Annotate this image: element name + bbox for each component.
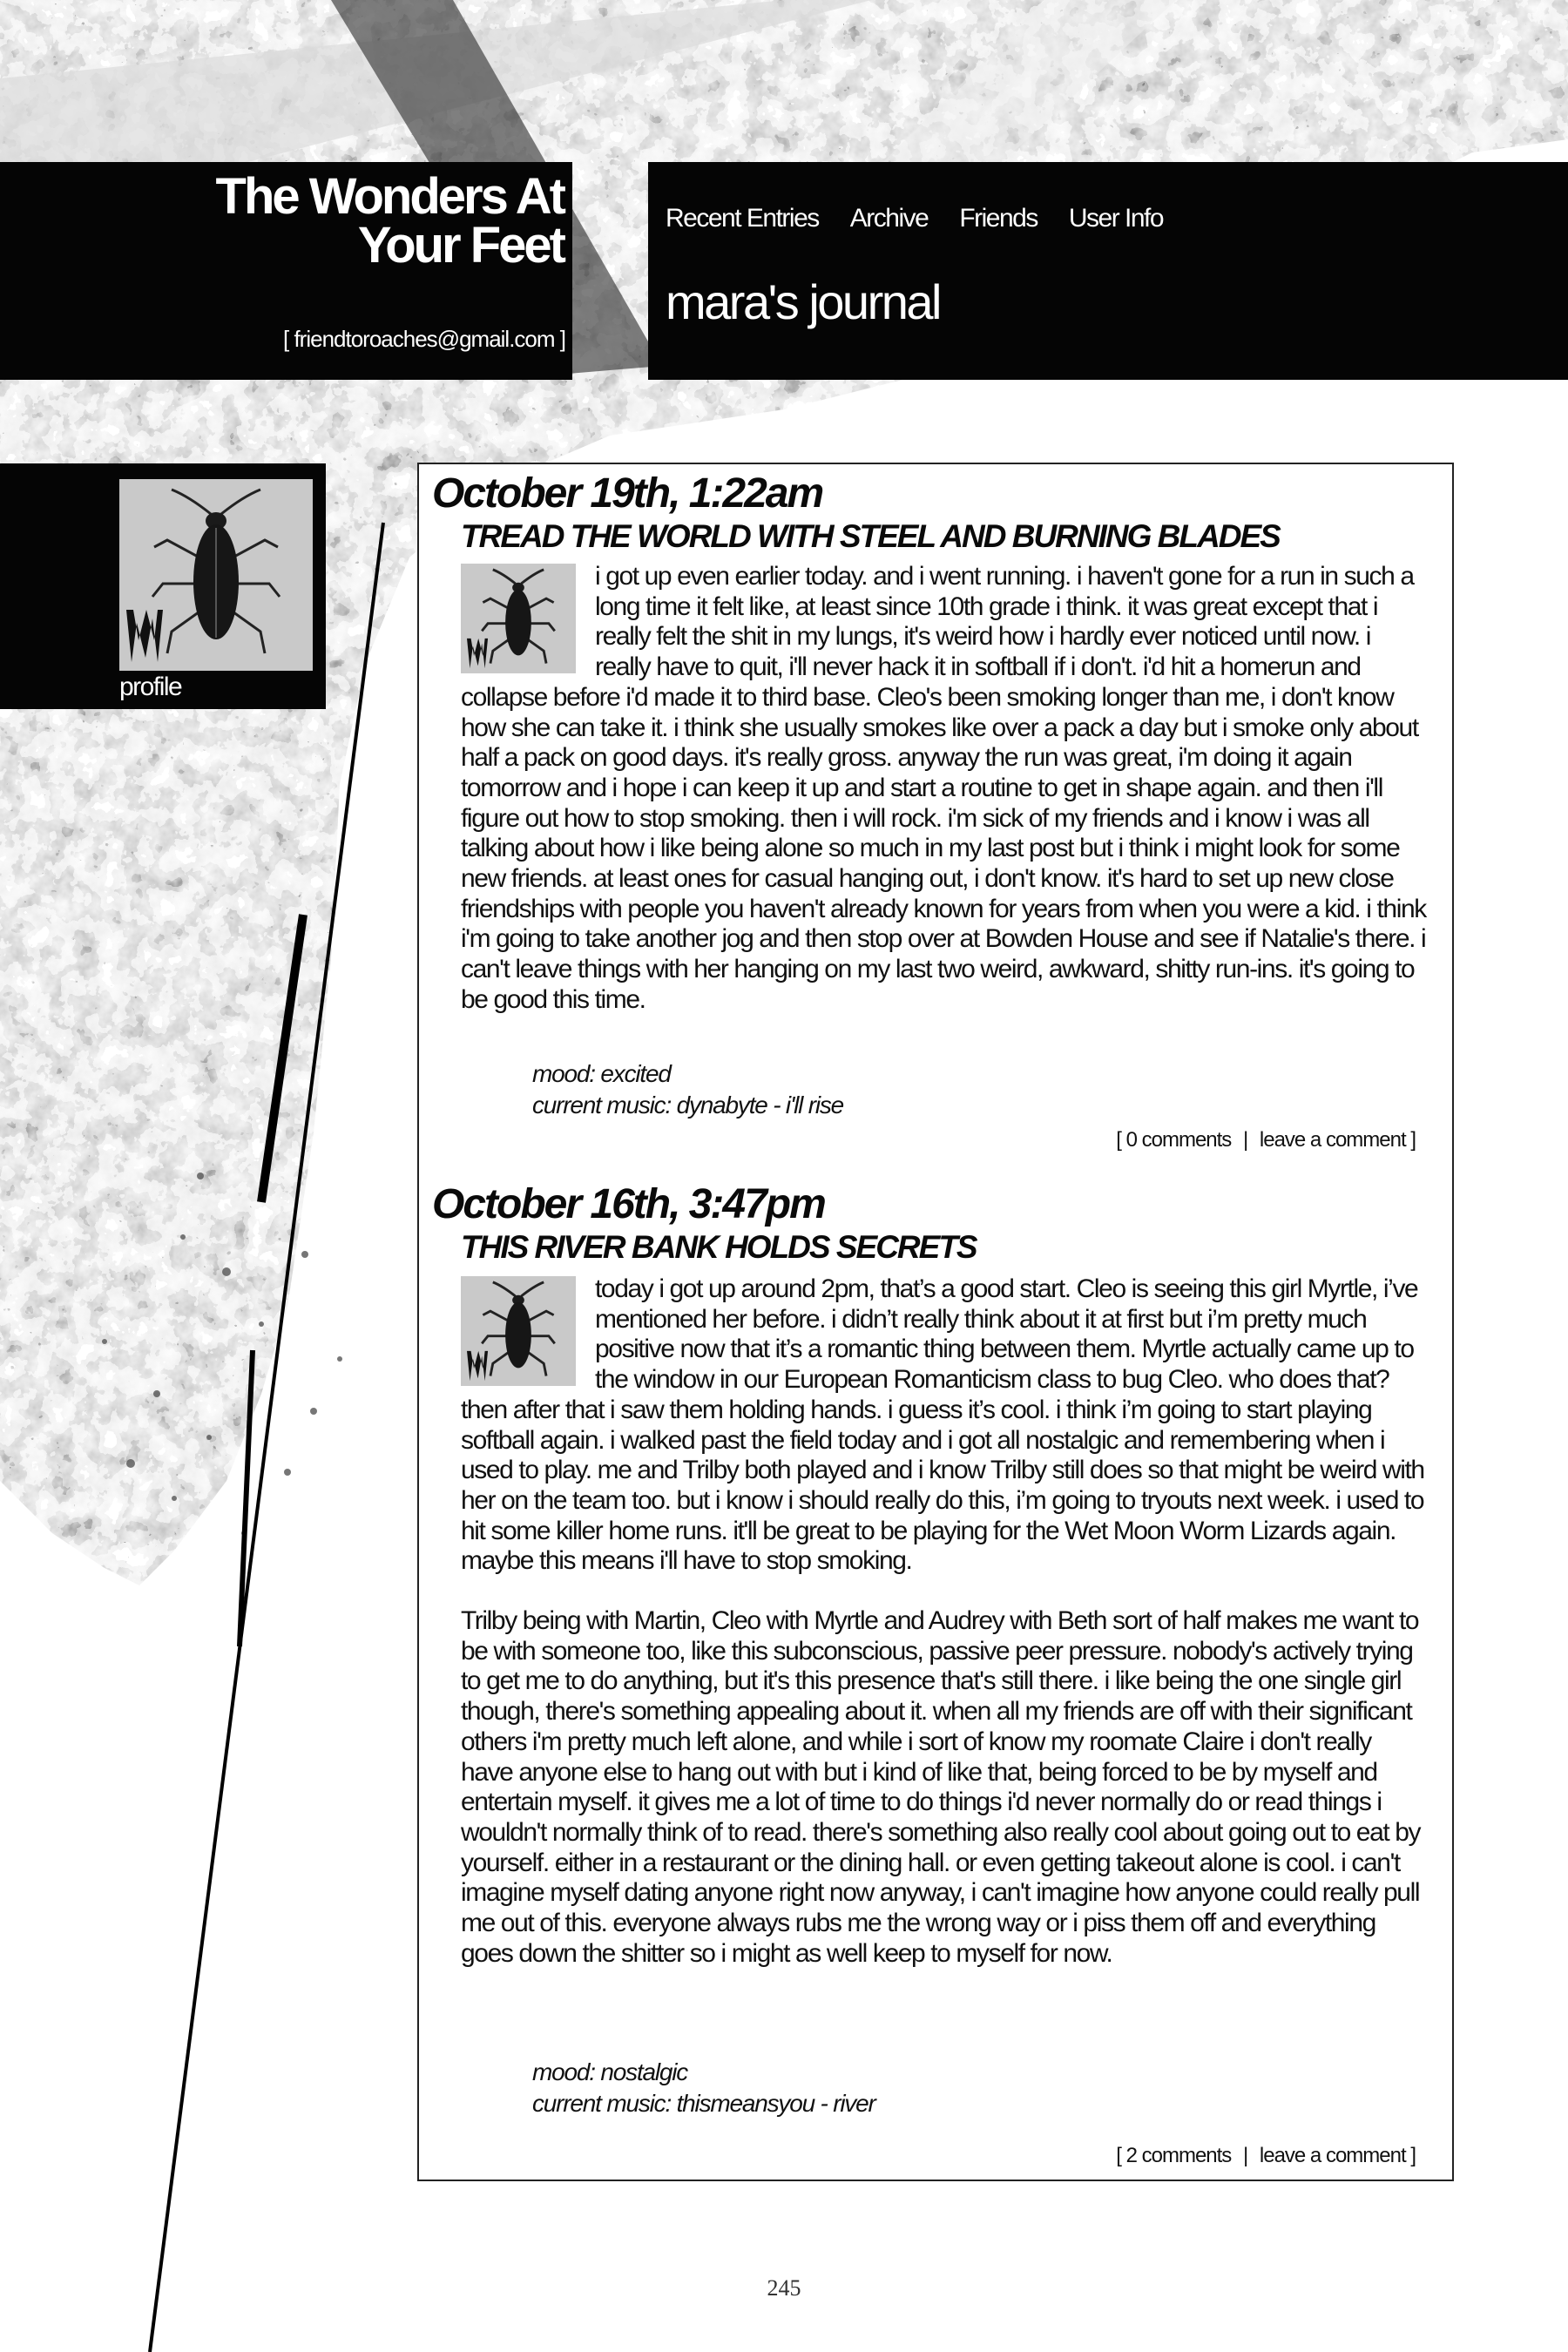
entry-paragraph: today i got up around 2pm, that’s a good start. Cleo is seeing this girl Myrtle, i’ve mentioned her before. i didn’t really think about it at first but i’m pretty much positive now that it’s a romantic thing between them. Myrtle actually came up to the window in our European Romanticism class to bug Cleo. who does that? then after that i saw them holding hands. i guess it’s cool. i think i’m going to start playing softball again. i walked past the field today and i got all nostalgic and remembering when i used to play. me and Trilby both played and i know Trilby still does so that might be weird with her on the team too. but i know i should really do this, i’m going to tryouts next week. i used to hit some killer home runs. it'll be great to be playing for the Wet Moon Worm Lizards again. maybe this means i'll have to stop smoking. [461, 1274, 1424, 1576]
page-number: 245 [767, 2275, 801, 2301]
nav-user-info[interactable]: User Info [1068, 204, 1164, 233]
leave-comment-link[interactable]: leave a comment [1259, 2144, 1406, 2167]
entry-paragraph: i got up even earlier today. and i went running. i haven't gone for a run in such a long time it felt like, at least since 10th grade i think. it was great except that i really felt the shit in my lungs, it's weird how i hardly ever noticed until now. i really have to quit, i'll never hack it in softball if i don't. i'd hit a homerun and collapse before i'd made it to third base. Cleo's been smoking longer than me, i don't know how she can take it. i think she usually smokes like over a pack a day but i smoke only about half a pack on good days. it's really gross. anyway the run was great, i'm doing it again tomorrow and i hope i can keep it up and start a routine to get in shape again. and then i'll figure out how to stop smoking. then i will rock. i'm sick of my friends and i know i was all talking about how i like being alone so much in my last post but i think i might look for some new friends. at least ones for casual hanging out, i don't know. it's hard to set up new close friendships with people you haven't already known for years from when you were a kid. i think i'm going to take another jog and then stop over at Bowden House and see if Natalie's there. i can't leave things with her hanging on my last two weird, awkward, shitty run-ins. it's going to be good this time. [461, 562, 1426, 1014]
site-title-line-2: Your Feet [357, 217, 564, 274]
entry-meta [532, 1058, 843, 1121]
avatar[interactable] [119, 479, 313, 671]
bracket-open: [ [1116, 2144, 1121, 2167]
comments-link[interactable]: 2 comments [1125, 2144, 1232, 2167]
cockroach-icon [461, 564, 576, 673]
entry-body [461, 562, 1428, 1016]
entry-paragraph: Trilby being with Martin, Cleo with Myrtle and Audrey with Beth sort of half makes me want to be with someone too, like this subconscious, passive peer pressure. nobody's actively trying to get me to do anything, but it's this presence that's still there. i like being the one single girl though, there's something appealing about it. when all my friends are off with their significant others i'm pretty much left alone, and while i sort of know my roomate Claire i don't really have anyone else to hang out with but i kind of like that, being forced to be by myself and entertain myself. it gives me a lot of time to do things i'd never normally do or read things i wouldn't normally think of to read. there's something also really cool about going out to eat by yourself. either in a restaurant or the dining hall. or even getting takeout alone is cool. i can't imagine myself dating anyone right now anyway, i can't imagine how anyone could really pull me out of this. everyone always rubs me the wrong way or i piss them off and everything goes down the shitter so i might as well keep to myself for now. [461, 1606, 1421, 1968]
journal-name: mara's journal [666, 274, 940, 329]
cockroach-icon [119, 479, 313, 671]
nav-block [648, 162, 1568, 380]
bracket-close: ] [1410, 1128, 1416, 1152]
entry-date[interactable]: October 16th, 3:47pm [432, 1181, 825, 1227]
cockroach-icon [461, 1276, 576, 1386]
entry-music: current music: dynabyte - i'll rise [532, 1092, 844, 1119]
journal-entries-panel [417, 463, 1454, 2181]
nav-archive[interactable]: Archive [849, 204, 929, 233]
entry-body [461, 1274, 1428, 1969]
entry-mood: mood: nostalgic [532, 2058, 688, 2085]
entry-subject: TREAD THE WORLD WITH STEEL AND BURNING BLADES [461, 518, 1280, 554]
main-nav [666, 204, 1163, 233]
entry-date[interactable]: October 19th, 1:22am [432, 470, 823, 517]
site-title-line-1: The Wonders At [215, 168, 564, 225]
entry-music: current music: thismeansyou - river [532, 2090, 875, 2117]
entry-mood: mood: excited [532, 1060, 671, 1087]
entry-comments-bar [1116, 1128, 1416, 1152]
entry-subject: THIS RIVER BANK HOLDS SECRETS [461, 1229, 977, 1265]
profile-link[interactable]: profile [119, 672, 182, 701]
leave-comment-link[interactable]: leave a comment [1259, 1128, 1406, 1152]
entry-comments-bar [1116, 2144, 1416, 2168]
site-email[interactable]: [ friendtoroaches@gmail.com ] [283, 326, 565, 352]
bracket-open: [ [1116, 1128, 1121, 1152]
nav-recent-entries[interactable]: Recent Entries [666, 204, 819, 233]
comments-link[interactable]: 0 comments [1125, 1128, 1232, 1152]
bracket-close: ] [1410, 2144, 1416, 2167]
site-title[interactable] [41, 168, 564, 274]
separator: | [1242, 2144, 1248, 2167]
entry-userpic [461, 564, 576, 673]
profile-block [0, 463, 326, 709]
site-title-block [0, 162, 572, 380]
entry-userpic [461, 1276, 576, 1386]
nav-friends[interactable]: Friends [959, 204, 1037, 233]
separator: | [1242, 1128, 1248, 1152]
entry-meta [532, 2057, 875, 2119]
